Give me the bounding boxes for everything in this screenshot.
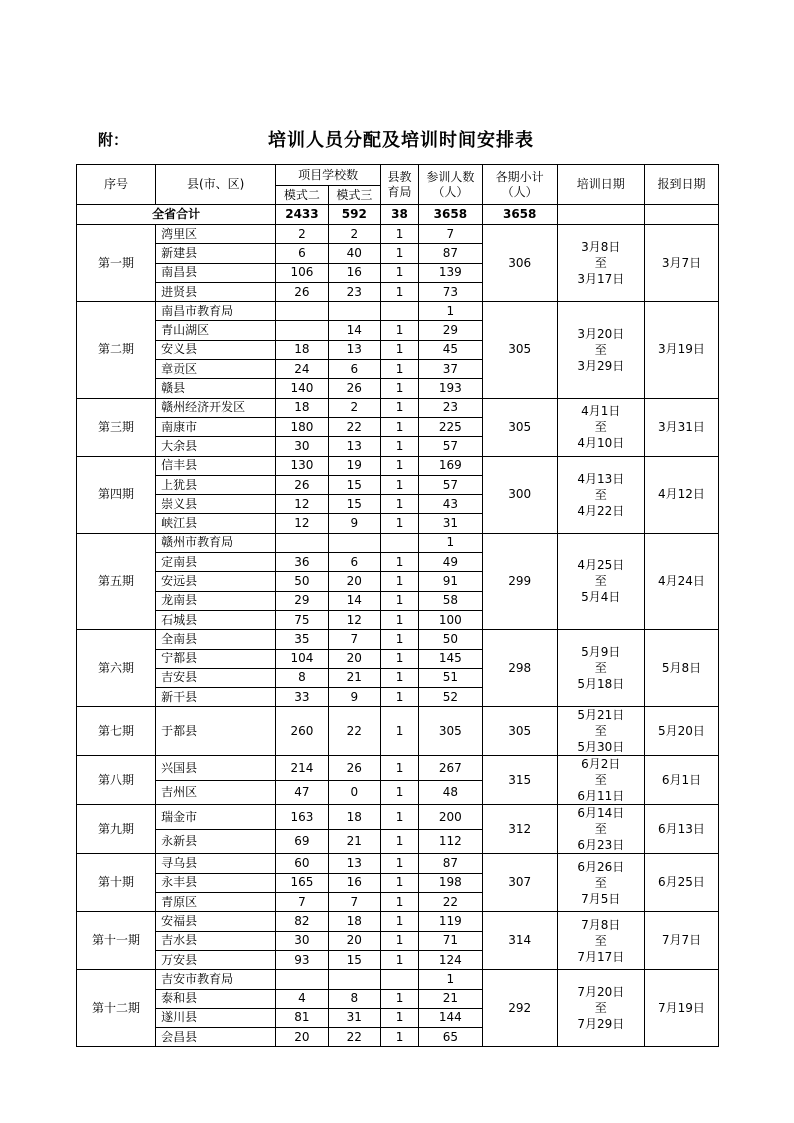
mode3-count: 22 — [328, 417, 380, 436]
period-name: 第十期 — [77, 854, 156, 912]
mode3-count: 14 — [328, 591, 380, 610]
report-date: 6月25日 — [644, 854, 718, 912]
total-report-date — [644, 205, 718, 225]
participant-count: 145 — [419, 649, 483, 668]
bureau-count: 1 — [381, 1008, 419, 1027]
mode3-count: 8 — [328, 989, 380, 1008]
county-name: 赣县 — [156, 379, 276, 398]
county-name: 于都县 — [156, 707, 276, 756]
train-date: 3月8日 至 3月17日 — [557, 225, 644, 302]
mode3-count: 31 — [328, 1008, 380, 1027]
mode3-count: 26 — [328, 756, 380, 781]
table-row — [77, 854, 719, 873]
participant-count: 43 — [419, 495, 483, 514]
mode2-count: 30 — [276, 437, 328, 456]
participant-count: 23 — [419, 398, 483, 417]
report-date: 6月13日 — [644, 805, 718, 854]
mode2-count: 60 — [276, 854, 328, 873]
header-mode2: 模式二 — [276, 186, 328, 205]
period-name: 第十一期 — [77, 912, 156, 970]
bureau-count: 1 — [381, 649, 419, 668]
mode2-count: 75 — [276, 610, 328, 629]
bureau-count: 1 — [381, 244, 419, 263]
participant-count: 58 — [419, 591, 483, 610]
mode3-count: 23 — [328, 282, 380, 301]
participant-count: 112 — [419, 829, 483, 854]
appendix-label: 附： — [98, 131, 129, 149]
county-name: 安义县 — [156, 340, 276, 359]
mode3-count: 14 — [328, 321, 380, 340]
mode3-count: 7 — [328, 893, 380, 912]
mode3-count: 6 — [328, 553, 380, 572]
participant-count: 91 — [419, 572, 483, 591]
bureau-count: 1 — [381, 950, 419, 969]
period-subtotal: 306 — [482, 225, 557, 302]
bureau-count: 1 — [381, 225, 419, 244]
participant-count: 193 — [419, 379, 483, 398]
participant-count: 198 — [419, 873, 483, 892]
bureau-count: 1 — [381, 417, 419, 436]
table-row — [77, 630, 719, 649]
participant-count: 1 — [419, 302, 483, 321]
county-name: 宁都县 — [156, 649, 276, 668]
table-row — [77, 912, 719, 931]
mode2-count: 36 — [276, 553, 328, 572]
bureau-count: 1 — [381, 829, 419, 854]
mode3-count: 6 — [328, 360, 380, 379]
county-name: 新干县 — [156, 688, 276, 707]
mode3-count: 2 — [328, 225, 380, 244]
bureau-count: 1 — [381, 591, 419, 610]
mode2-count: 82 — [276, 912, 328, 931]
participant-count: 305 — [419, 707, 483, 756]
mode2-count: 24 — [276, 360, 328, 379]
total-train-date — [557, 205, 644, 225]
mode2-count: 106 — [276, 263, 328, 282]
participant-count: 87 — [419, 244, 483, 263]
page-title: 培训人员分配及培训时间安排表 — [268, 130, 534, 151]
county-name: 吉州区 — [156, 780, 276, 805]
period-subtotal: 305 — [482, 707, 557, 756]
report-date: 4月12日 — [644, 456, 718, 533]
county-name: 赣州市教育局 — [156, 533, 276, 552]
header-participants: 参训人数（人） — [419, 165, 483, 205]
mode2-count — [276, 970, 328, 989]
period-subtotal: 305 — [482, 302, 557, 398]
header-county: 县(市、区) — [156, 165, 276, 205]
county-name: 吉安市教育局 — [156, 970, 276, 989]
county-name: 安远县 — [156, 572, 276, 591]
bureau-count: 1 — [381, 340, 419, 359]
participant-count: 22 — [419, 893, 483, 912]
period-name: 第二期 — [77, 302, 156, 398]
period-subtotal: 314 — [482, 912, 557, 970]
bureau-count: 1 — [381, 912, 419, 931]
participant-count: 71 — [419, 931, 483, 950]
total-mode3: 592 — [328, 205, 380, 225]
mode2-count: 4 — [276, 989, 328, 1008]
header-bureau: 县教育局 — [381, 165, 419, 205]
header-train-date: 培训日期 — [557, 165, 644, 205]
participant-count: 225 — [419, 417, 483, 436]
period-name: 第十二期 — [77, 970, 156, 1047]
bureau-count: 1 — [381, 630, 419, 649]
participant-count: 29 — [419, 321, 483, 340]
mode2-count: 130 — [276, 456, 328, 475]
bureau-count: 1 — [381, 263, 419, 282]
mode2-count — [276, 302, 328, 321]
participant-count: 49 — [419, 553, 483, 572]
participant-count: 200 — [419, 805, 483, 830]
bureau-count: 1 — [381, 931, 419, 950]
mode2-count: 33 — [276, 688, 328, 707]
participant-count: 65 — [419, 1028, 483, 1047]
bureau-count — [381, 302, 419, 321]
report-date: 3月19日 — [644, 302, 718, 398]
mode3-count: 20 — [328, 931, 380, 950]
participant-count: 57 — [419, 475, 483, 494]
mode3-count: 15 — [328, 495, 380, 514]
total-mode2: 2433 — [276, 205, 328, 225]
bureau-count: 1 — [381, 495, 419, 514]
bureau-count: 1 — [381, 398, 419, 417]
bureau-count: 1 — [381, 514, 419, 533]
total-participants: 3658 — [419, 205, 483, 225]
county-name: 大余县 — [156, 437, 276, 456]
county-name: 寻乌县 — [156, 854, 276, 873]
county-name: 峡江县 — [156, 514, 276, 533]
train-date: 4月13日 至 4月22日 — [557, 456, 644, 533]
mode3-count: 16 — [328, 263, 380, 282]
bureau-count: 1 — [381, 610, 419, 629]
mode3-count: 19 — [328, 456, 380, 475]
bureau-count: 1 — [381, 805, 419, 830]
table-row — [77, 805, 719, 830]
period-subtotal: 307 — [482, 854, 557, 912]
mode2-count: 12 — [276, 495, 328, 514]
mode2-count: 30 — [276, 931, 328, 950]
county-name: 遂川县 — [156, 1008, 276, 1027]
bureau-count: 1 — [381, 572, 419, 591]
bureau-count — [381, 533, 419, 552]
mode3-count: 20 — [328, 572, 380, 591]
bureau-count: 1 — [381, 780, 419, 805]
county-name: 上犹县 — [156, 475, 276, 494]
county-name: 全南县 — [156, 630, 276, 649]
mode3-count: 15 — [328, 475, 380, 494]
bureau-count: 1 — [381, 379, 419, 398]
mode3-count: 9 — [328, 514, 380, 533]
county-name: 南昌县 — [156, 263, 276, 282]
county-name: 兴国县 — [156, 756, 276, 781]
period-subtotal: 299 — [482, 533, 557, 629]
mode2-count: 47 — [276, 780, 328, 805]
bureau-count — [381, 970, 419, 989]
mode3-count: 18 — [328, 912, 380, 931]
participant-count: 48 — [419, 780, 483, 805]
participant-count: 52 — [419, 688, 483, 707]
train-date: 6月14日 至 6月23日 — [557, 805, 644, 854]
county-name: 青山湖区 — [156, 321, 276, 340]
county-name: 吉安县 — [156, 668, 276, 687]
participant-count: 57 — [419, 437, 483, 456]
mode3-count: 0 — [328, 780, 380, 805]
table-row — [77, 970, 719, 989]
mode2-count: 26 — [276, 282, 328, 301]
train-date: 4月1日 至 4月10日 — [557, 398, 644, 456]
bureau-count: 1 — [381, 553, 419, 572]
county-name: 赣州经济开发区 — [156, 398, 276, 417]
bureau-count: 1 — [381, 873, 419, 892]
period-subtotal: 300 — [482, 456, 557, 533]
table-row — [77, 398, 719, 417]
county-name: 吉水县 — [156, 931, 276, 950]
period-name: 第三期 — [77, 398, 156, 456]
bureau-count: 1 — [381, 360, 419, 379]
bureau-count: 1 — [381, 989, 419, 1008]
report-date: 6月1日 — [644, 756, 718, 805]
mode2-count: 18 — [276, 398, 328, 417]
mode2-count — [276, 533, 328, 552]
period-name: 第六期 — [77, 630, 156, 707]
bureau-count: 1 — [381, 475, 419, 494]
mode2-count: 18 — [276, 340, 328, 359]
county-name: 新建县 — [156, 244, 276, 263]
mode3-count: 22 — [328, 1028, 380, 1047]
mode3-count: 22 — [328, 707, 380, 756]
county-name: 石城县 — [156, 610, 276, 629]
mode2-count: 20 — [276, 1028, 328, 1047]
participant-count: 7 — [419, 225, 483, 244]
mode3-count: 40 — [328, 244, 380, 263]
header-row — [77, 165, 719, 186]
county-name: 章贡区 — [156, 360, 276, 379]
mode2-count: 180 — [276, 417, 328, 436]
mode2-count: 140 — [276, 379, 328, 398]
participant-count: 45 — [419, 340, 483, 359]
table-row — [77, 756, 719, 781]
header-subtotal: 各期小计（人） — [482, 165, 557, 205]
bureau-count: 1 — [381, 456, 419, 475]
participant-count: 87 — [419, 854, 483, 873]
train-date: 7月20日 至 7月29日 — [557, 970, 644, 1047]
mode3-count: 12 — [328, 610, 380, 629]
mode2-count — [276, 321, 328, 340]
participant-count: 50 — [419, 630, 483, 649]
mode3-count: 2 — [328, 398, 380, 417]
mode2-count: 26 — [276, 475, 328, 494]
mode2-count: 50 — [276, 572, 328, 591]
bureau-count: 1 — [381, 321, 419, 340]
county-name: 进贤县 — [156, 282, 276, 301]
participant-count: 100 — [419, 610, 483, 629]
mode2-count: 214 — [276, 756, 328, 781]
table-body — [77, 165, 719, 1047]
bureau-count: 1 — [381, 668, 419, 687]
mode2-count: 35 — [276, 630, 328, 649]
table-row — [77, 225, 719, 244]
participant-count: 144 — [419, 1008, 483, 1027]
mode2-count: 7 — [276, 893, 328, 912]
period-subtotal: 305 — [482, 398, 557, 456]
header-report-date: 报到日期 — [644, 165, 718, 205]
table-row — [77, 302, 719, 321]
period-name: 第五期 — [77, 533, 156, 629]
header-seq: 序号 — [77, 165, 156, 205]
bureau-count: 1 — [381, 282, 419, 301]
report-date: 7月7日 — [644, 912, 718, 970]
period-subtotal: 312 — [482, 805, 557, 854]
county-name: 永丰县 — [156, 873, 276, 892]
county-name: 龙南县 — [156, 591, 276, 610]
county-name: 安福县 — [156, 912, 276, 931]
mode2-count: 104 — [276, 649, 328, 668]
table-row — [77, 533, 719, 552]
mode3-count — [328, 302, 380, 321]
mode3-count: 7 — [328, 630, 380, 649]
mode2-count: 69 — [276, 829, 328, 854]
mode3-count: 13 — [328, 437, 380, 456]
county-name: 湾里区 — [156, 225, 276, 244]
mode2-count: 163 — [276, 805, 328, 830]
bureau-count: 1 — [381, 1028, 419, 1047]
mode3-count: 21 — [328, 829, 380, 854]
period-name: 第九期 — [77, 805, 156, 854]
train-date: 5月9日 至 5月18日 — [557, 630, 644, 707]
bureau-count: 1 — [381, 854, 419, 873]
participant-count: 73 — [419, 282, 483, 301]
report-date: 3月7日 — [644, 225, 718, 302]
table-row — [77, 456, 719, 475]
mode3-count: 20 — [328, 649, 380, 668]
report-date: 7月19日 — [644, 970, 718, 1047]
mode2-count: 260 — [276, 707, 328, 756]
mode2-count: 2 — [276, 225, 328, 244]
total-row — [77, 205, 719, 225]
mode2-count: 8 — [276, 668, 328, 687]
participant-count: 1 — [419, 970, 483, 989]
county-name: 崇义县 — [156, 495, 276, 514]
report-date: 5月20日 — [644, 707, 718, 756]
county-name: 万安县 — [156, 950, 276, 969]
table-row — [77, 707, 719, 756]
mode3-count: 13 — [328, 854, 380, 873]
mode3-count — [328, 533, 380, 552]
participant-count: 1 — [419, 533, 483, 552]
county-name: 南昌市教育局 — [156, 302, 276, 321]
mode2-count: 12 — [276, 514, 328, 533]
header-mode3: 模式三 — [328, 186, 380, 205]
period-name: 第七期 — [77, 707, 156, 756]
county-name: 南康市 — [156, 417, 276, 436]
schedule-table — [76, 164, 719, 1047]
participant-count: 267 — [419, 756, 483, 781]
mode2-count: 165 — [276, 873, 328, 892]
report-date: 5月8日 — [644, 630, 718, 707]
total-subtotal: 3658 — [482, 205, 557, 225]
participant-count: 119 — [419, 912, 483, 931]
mode3-count: 21 — [328, 668, 380, 687]
mode2-count: 81 — [276, 1008, 328, 1027]
mode3-count: 15 — [328, 950, 380, 969]
mode3-count: 9 — [328, 688, 380, 707]
participant-count: 51 — [419, 668, 483, 687]
bureau-count: 1 — [381, 688, 419, 707]
train-date: 6月2日 至 6月11日 — [557, 756, 644, 805]
train-date: 3月20日 至 3月29日 — [557, 302, 644, 398]
total-bureau: 38 — [381, 205, 419, 225]
total-label: 全省合计 — [77, 205, 276, 225]
mode2-count: 29 — [276, 591, 328, 610]
mode3-count: 18 — [328, 805, 380, 830]
report-date: 4月24日 — [644, 533, 718, 629]
mode3-count: 13 — [328, 340, 380, 359]
mode2-count: 6 — [276, 244, 328, 263]
mode2-count: 93 — [276, 950, 328, 969]
county-name: 永新县 — [156, 829, 276, 854]
participant-count: 124 — [419, 950, 483, 969]
participant-count: 139 — [419, 263, 483, 282]
train-date: 7月8日 至 7月17日 — [557, 912, 644, 970]
period-name: 第一期 — [77, 225, 156, 302]
report-date: 3月31日 — [644, 398, 718, 456]
participant-count: 31 — [419, 514, 483, 533]
bureau-count: 1 — [381, 893, 419, 912]
mode3-count: 16 — [328, 873, 380, 892]
period-name: 第四期 — [77, 456, 156, 533]
bureau-count: 1 — [381, 707, 419, 756]
county-name: 会昌县 — [156, 1028, 276, 1047]
participant-count: 37 — [419, 360, 483, 379]
county-name: 青原区 — [156, 893, 276, 912]
county-name: 瑞金市 — [156, 805, 276, 830]
county-name: 定南县 — [156, 553, 276, 572]
period-subtotal: 315 — [482, 756, 557, 805]
header-schools: 项目学校数 — [276, 165, 381, 186]
mode3-count — [328, 970, 380, 989]
participant-count: 169 — [419, 456, 483, 475]
period-name: 第八期 — [77, 756, 156, 805]
period-subtotal: 298 — [482, 630, 557, 707]
train-date: 6月26日 至 7月5日 — [557, 854, 644, 912]
period-subtotal: 292 — [482, 970, 557, 1047]
bureau-count: 1 — [381, 437, 419, 456]
train-date: 4月25日 至 5月4日 — [557, 533, 644, 629]
bureau-count: 1 — [381, 756, 419, 781]
participant-count: 21 — [419, 989, 483, 1008]
county-name: 信丰县 — [156, 456, 276, 475]
county-name: 泰和县 — [156, 989, 276, 1008]
train-date: 5月21日 至 5月30日 — [557, 707, 644, 756]
mode3-count: 26 — [328, 379, 380, 398]
